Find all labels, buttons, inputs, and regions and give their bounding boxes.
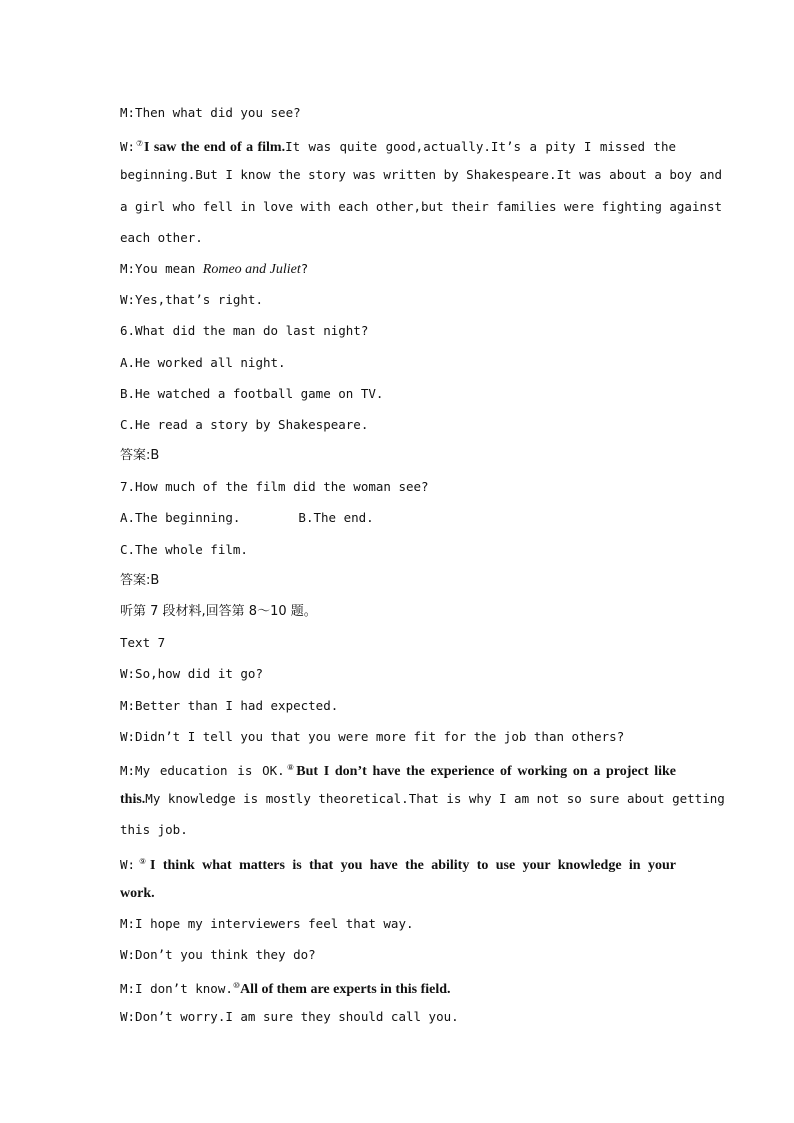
dialogue-line: each other.	[120, 229, 203, 245]
dialogue-line: this.My knowledge is mostly theoretical.That is why I am not so sure about getting	[120, 791, 725, 808]
section-instruction: 听第 7 段材料,回答第 8～10 题。	[120, 604, 317, 619]
option-a: A.He worked all night.	[120, 354, 286, 370]
document-page	[120, 97, 725, 1033]
key-sentence: All of them are experts in this field.	[240, 982, 451, 998]
key-sentence: work.	[120, 885, 155, 901]
option-c: C.He read a story by Shakespeare.	[120, 416, 369, 432]
dialogue-line: M:My education is OK.⑧But I don’t have the experience of working on a project like	[120, 762, 676, 779]
dialogue-line: W:⑦I saw the end of a film.It was quite good,actually.It’s a pity I missed the	[120, 139, 676, 156]
answer-6: 答案:B	[120, 448, 160, 464]
dialogue-line: M:I don’t know.⑩All of them are experts in this field.	[120, 981, 451, 998]
note-marker: ⑩	[232, 981, 241, 991]
text-heading: Text 7	[120, 635, 166, 651]
option-c: C.The whole film.	[120, 541, 248, 557]
dialogue-line: W:So,how did it go?	[120, 666, 263, 682]
dialogue-line: W:⑨I think what matters is that you have the ability to use your knowledge in your	[120, 856, 676, 873]
question-6: 6.What did the man do last night?	[120, 323, 369, 339]
dialogue-line: this job.	[120, 822, 188, 838]
key-sentence: I saw the end of a film.	[144, 140, 286, 156]
dialogue-line: M:Then what did you see?	[120, 105, 301, 120]
dialogue-line: W:Don’t worry.I am sure they should call you.	[120, 1009, 459, 1025]
answer-7: 答案:B	[120, 572, 160, 588]
question-7: 7.How much of the film did the woman see?	[120, 479, 429, 495]
dialogue-line	[120, 877, 676, 908]
note-marker: ⑧	[284, 762, 297, 772]
note-marker: ⑨	[135, 856, 151, 866]
dialogue-line: M:Better than I had expected.	[120, 697, 339, 713]
note-marker: ⑦	[135, 139, 145, 149]
key-sentence: I think what matters is that you have the ability to use your knowledge in your	[150, 857, 676, 873]
dialogue-line: beginning.But I know the story was written by Shakespeare.It was about a boy and	[120, 167, 723, 183]
dialogue-line: a girl who fell in love with each other,but their families were fighting against	[120, 198, 723, 214]
dialogue-line: M:I hope my interviewers feel that way.	[120, 915, 414, 931]
dialogue-line: W:Didn’t I tell you that you were more fit for the job than others?	[120, 728, 625, 744]
key-sentence: this.	[120, 792, 146, 808]
option-b: B.He watched a football game on TV.	[120, 385, 384, 401]
dialogue-line: W:Yes,that’s right.	[120, 292, 263, 308]
options-ab: A.The beginning. B.The end.	[120, 510, 374, 526]
dialogue-line: M:You mean Romeo and Juliet?	[120, 260, 309, 277]
key-sentence: But I don’t have the experience of working on a project like	[296, 763, 676, 779]
film-title: Romeo and Juliet	[202, 261, 301, 277]
dialogue-line: W:Don’t you think they do?	[120, 947, 316, 963]
